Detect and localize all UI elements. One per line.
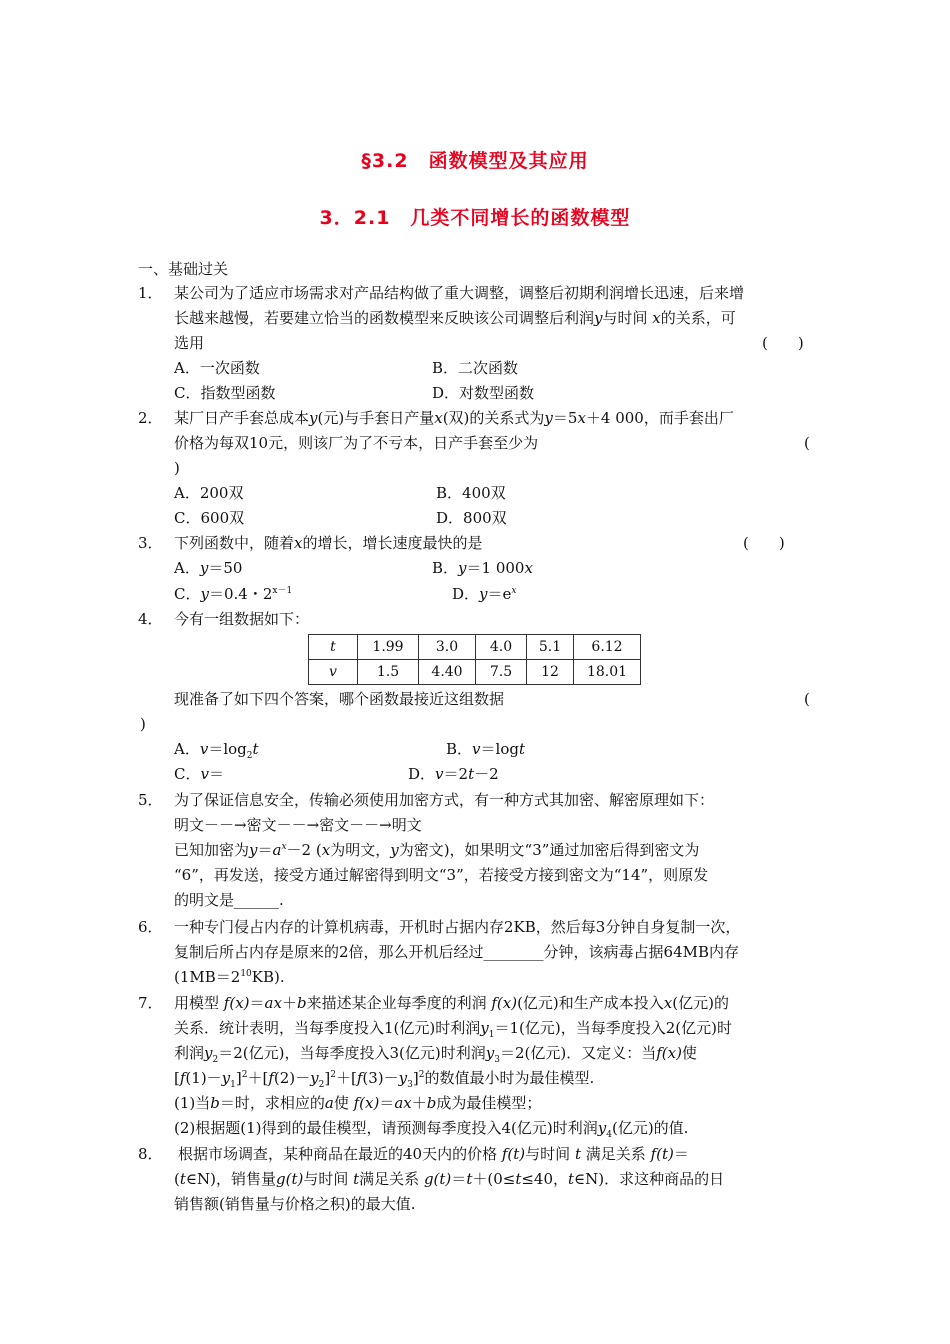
q6-line-2: 复制后所占内存是原来的2倍，那么开机后经过________分钟，该病毒占据64MB内存 [174,943,740,961]
q2-line-2: 价格为每双10元，则该厂为了不亏本，日产手套至少为 [174,434,539,452]
section-title: §3.2 函数模型及其应用 [361,150,589,172]
q2-option-b: B．400双 [436,484,506,502]
q5-line-2: 明文－－→密文－－→密文－－→明文 [174,816,422,834]
q5-line-4: “6”，再发送，接受方通过解密得到明文“3”，若接受方接到密文为“14”，则原发 [174,866,709,884]
q3-option-d: D．$y=e^x$ [452,585,517,603]
q6-number: 6． [138,918,163,936]
q7-line-6: (2)根据题(1)得到的最佳模型，请预测每季度投入4(亿元)时利润$y_4$(亿元)的值. [174,1119,689,1140]
q7-number: 7． [138,994,163,1012]
q1-answer-blank: ( ) [762,334,804,352]
q3-number: 3． [138,534,163,552]
q2-line-1: 某厂日产手套总成本y(元)与手套日产量x(双)的关系式为y＝5x＋4 000，而手套出厂 [174,409,734,427]
q7-line-3: 利润$y_2=2$(亿元)，当每季度投入3(亿元)时利润$y_3=2$(亿元)．又定义：当f(x)使 [174,1044,697,1065]
q5-line-1: 为了保证信息安全，传输必须使用加密方式，有一种方式其加密、解密原理如下： [174,791,715,809]
table-cell: t [309,635,358,660]
q4-paren-close: ) [140,715,146,733]
q4-option-a: A．$v=\log_2t$ [174,740,259,761]
table-row [309,660,641,685]
q7-line-2: 关系．统计表明，当每季度投入1(亿元)时利润$y_1=1$(亿元)，当每季度投入2(亿元)时 [174,1019,732,1040]
q8-number: 8． [138,1145,163,1163]
q3-answer-blank: ( ) [743,534,785,552]
q2-option-c: C．600双 [174,509,245,527]
q4-paren-open: ( [804,690,810,708]
q4-data-table [308,634,641,685]
q2-option-a: A．200双 [174,484,244,502]
q4-option-d: D．v＝2t－2 [408,765,499,783]
q1-line-1: 某公司为了适应市场需求对产品结构做了重大调整，调整后初期利润增长迅速，后来增 [174,284,745,302]
q3-option-c: C．y＝0.4・$2^{x-1}$ [174,585,293,603]
q1-number: 1． [138,284,163,302]
q3-line-1: 下列函数中，随着x的增长，增长速度最快的是 [174,534,483,552]
q8-line-3: 销售额(销售量与价格之积)的最大值. [174,1195,416,1213]
q4-line-2: 现准备了如下四个答案，哪个函数最接近这组数据 [174,690,505,708]
q1-line-3: 选用 [174,334,205,352]
table-cell: v [309,660,358,685]
q7-line-5: (1)当b＝时，求相应的a使 f(x)＝ax＋b成为最佳模型； [174,1094,542,1112]
subsection-title: 3．2.1 几类不同增长的函数模型 [319,207,631,229]
table-cell: 1.99 [358,635,419,660]
q1-option-a: A．一次函数 [174,359,260,377]
q5-number: 5． [138,791,163,809]
table-cell: 4.0 [476,635,527,660]
q8-line-1: 根据市场调查，某种商品在最近的40天内的价格 f(t)与时间 t 满足关系 f(t)＝ [178,1145,689,1163]
q4-number: 4． [138,610,163,628]
q7-line-1: 用模型 f(x)＝ax＋b来描述某企业每季度的利润 f(x)(亿元)和生产成本投入x(亿元)的 [174,994,729,1012]
q1-option-b: B．二次函数 [432,359,519,377]
part-title: 一、基础过关 [138,260,229,278]
table-cell: 3.0 [419,635,476,660]
q5-line-3: 已知加密为$y=a^x-2$ (x为明文，y为密文)，如果明文“3”通过加密后得到密文为 [174,841,700,859]
q5-line-5: 的明文是______. [174,891,284,909]
table-cell: 1.5 [358,660,419,685]
q2-paren-close: ) [174,459,180,477]
q7-line-4: $[f(1)-y_1]^2+[f(2)-y_2]^2+[f(3)-y_3]^2$的数值最小时为最佳模型. [174,1069,595,1090]
q4-option-c: C．v＝ [174,765,224,783]
q2-option-d: D．800双 [436,509,507,527]
q1-option-d: D．对数型函数 [432,384,535,402]
q1-line-2: 长越来越慢，若要建立恰当的函数模型来反映该公司调整后利润y与时间 x的关系，可 [174,309,736,327]
table-cell: 5.1 [527,635,574,660]
q6-line-1: 一种专门侵占内存的计算机病毒，开机时占据内存2KB，然后每3分钟自身复制一次， [174,918,741,936]
table-cell: 18.01 [574,660,641,685]
table-cell: 12 [527,660,574,685]
q8-line-2: (t∈N)，销售量g(t)与时间 t满足关系 g(t)＝t＋(0≤t≤40，t∈N)．求这种商品的日 [174,1170,725,1188]
table-cell: 6.12 [574,635,641,660]
q4-line-1: 今有一组数据如下： [174,610,310,628]
table-cell: 4.40 [419,660,476,685]
q4-option-b: B．v＝logt [446,740,525,758]
q2-paren-open: ( [804,434,810,452]
table-cell: 7.5 [476,660,527,685]
q2-number: 2． [138,409,163,427]
q6-line-3: $(1MB=2^{10}KB)$. [174,968,285,986]
q3-option-a: A．y＝50 [174,559,243,577]
table-row [309,635,641,660]
q3-option-b: B．y＝1 000x [432,559,533,577]
q1-option-c: C．指数型函数 [174,384,276,402]
